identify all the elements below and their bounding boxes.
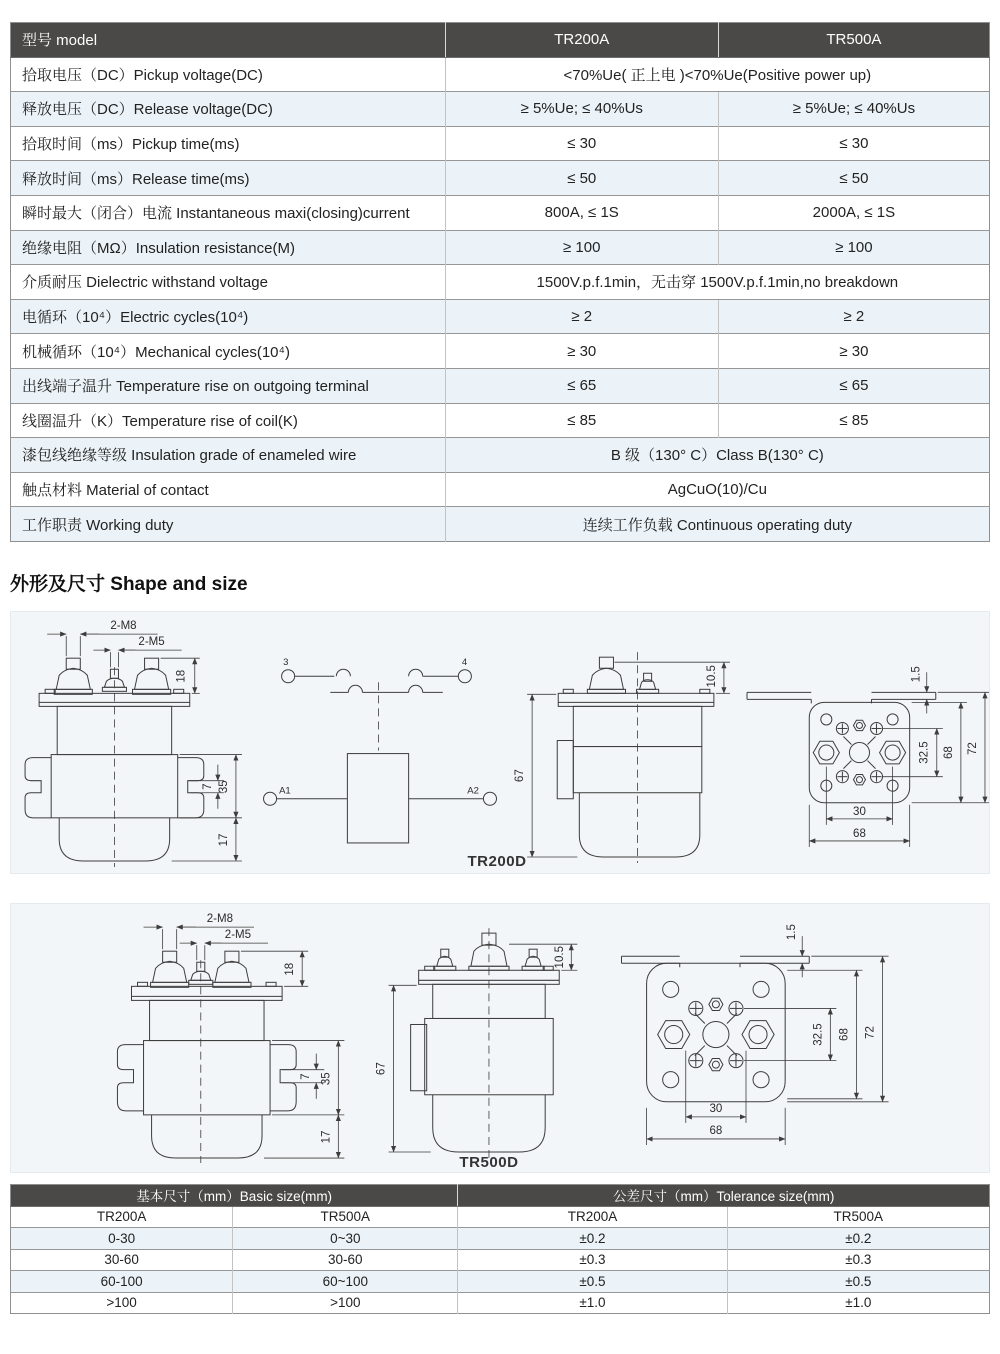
spec-row	[11, 265, 990, 300]
spec-header-tr200a: TR200A	[445, 23, 718, 58]
spec-header-model: 型号 model	[11, 23, 446, 58]
spec-row-value-tr500a: ≤ 65	[718, 368, 989, 403]
spec-row-value-span: 1500V.p.f.1min，无击穿 1500V.p.f.1min,no breakdown	[445, 265, 989, 300]
size-cell: >100	[11, 1292, 233, 1314]
dim-label: 18	[284, 962, 297, 976]
size-cell: ±0.3	[727, 1249, 989, 1271]
dim-label: 35	[320, 1072, 333, 1086]
size-cell: ±1.0	[727, 1292, 989, 1314]
size-group-header-row	[11, 1185, 990, 1207]
size-cell: 30-60	[11, 1249, 233, 1271]
spec-row-value-tr200a: ≤ 30	[445, 126, 718, 161]
dim-label: 72	[864, 1026, 877, 1039]
spec-row-label: 工作职责 Working duty	[11, 507, 446, 542]
tr200d-panel	[10, 611, 990, 874]
spec-row-label: 绝缘电阻（MΩ）Insulation resistance(M)	[11, 230, 446, 265]
dim-label: 32.5	[812, 1023, 825, 1046]
tr500d-panel	[10, 903, 990, 1173]
spec-row-value-tr500a: ≤ 30	[718, 126, 989, 161]
spec-row-label: 释放时间（ms）Release time(ms)	[11, 161, 446, 196]
dim-label: 68	[709, 1124, 723, 1137]
spec-row-label: 介质耐压 Dielectric withstand voltage	[11, 265, 446, 300]
spec-row	[11, 507, 990, 542]
spec-row	[11, 403, 990, 438]
size-cell: ±0.5	[458, 1271, 727, 1293]
spec-row-value-span: AgCuO(10)/Cu	[445, 472, 989, 507]
dim-label: 67	[514, 769, 527, 782]
drawing-label-tr500d: TR500D	[459, 1154, 519, 1172]
tr500d-mounting-view	[621, 924, 888, 1145]
spec-row-value-tr200a: ≤ 50	[445, 161, 718, 196]
dim-label: 1.5	[910, 666, 923, 683]
size-row	[11, 1228, 990, 1250]
spec-row	[11, 161, 990, 196]
size-group-header-basic: 基本尺寸（mm）Basic size(mm)	[11, 1185, 458, 1207]
dim-label: 2-M5	[138, 636, 165, 649]
dim-label: 2-M5	[224, 929, 252, 942]
size-row	[11, 1249, 990, 1271]
spec-row-value-tr500a: ≥ 5%Ue; ≤ 40%Us	[718, 92, 989, 127]
size-cell: 30-60	[233, 1249, 458, 1271]
dim-label: 18	[175, 669, 188, 683]
size-cell: ±0.3	[458, 1249, 727, 1271]
size-cell: ±0.2	[727, 1228, 989, 1250]
spec-row	[11, 299, 990, 334]
size-cell: ±1.0	[458, 1292, 727, 1314]
dim-label: 35	[217, 780, 230, 794]
spec-row-value-tr200a: ≥ 2	[445, 299, 718, 334]
coil-terminal-label: A2	[467, 785, 479, 797]
spec-row-label: 释放电压（DC）Release voltage(DC)	[11, 92, 446, 127]
size-cell: 0~30	[233, 1228, 458, 1250]
spec-row-value-tr200a: ≥ 5%Ue; ≤ 40%Us	[445, 92, 718, 127]
spec-row-label: 电循环（10⁴）Electric cycles(10⁴)	[11, 299, 446, 334]
dim-label: 10.5	[705, 664, 718, 688]
dim-label: 67	[375, 1062, 388, 1076]
dim-label: 10.5	[554, 945, 567, 969]
section-title-shape-and-size: 外形及尺寸 Shape and size	[10, 573, 248, 595]
spec-row-value-span: 连续工作负载 Continuous operating duty	[445, 507, 989, 542]
dim-label: 30	[853, 805, 866, 818]
spec-row	[11, 92, 990, 127]
terminal-label: 3	[283, 657, 289, 669]
size-cell: ±0.2	[458, 1228, 727, 1250]
dim-label: 68	[838, 1028, 851, 1041]
dim-label: 7	[201, 783, 214, 790]
size-subheader-cell: TR200A	[458, 1206, 727, 1228]
dim-label: 68	[942, 746, 955, 759]
tr500d-front-view	[376, 928, 578, 1171]
spec-row-value-tr500a: ≥ 30	[718, 334, 989, 369]
size-row	[11, 1292, 990, 1314]
terminal-label: 4	[461, 657, 468, 669]
spec-row-label: 出线端子温升 Temperature rise on outgoing terminal	[11, 368, 446, 403]
spec-row-value-tr200a: ≥ 100	[445, 230, 718, 265]
dim-label: 32.5	[918, 741, 931, 764]
tr200d-drawing	[11, 612, 989, 873]
size-group-header-tolerance: 公差尺寸（mm）Tolerance size(mm)	[458, 1185, 990, 1207]
spec-row-value-tr200a: 800A, ≤ 1S	[445, 195, 718, 230]
spec-row	[11, 472, 990, 507]
size-subheader-cell: TR200A	[11, 1206, 233, 1228]
dim-label: 2-M8	[110, 619, 137, 632]
size-cell: 60-100	[11, 1271, 233, 1293]
spec-row-value-tr500a: 2000A, ≤ 1S	[718, 195, 989, 230]
spec-row	[11, 368, 990, 403]
tr200d-mounting-view	[747, 666, 989, 847]
spec-row	[11, 334, 990, 369]
drawing-label-tr200d: TR200D	[467, 852, 527, 870]
tr200d-side-view	[25, 620, 242, 867]
size-subheader-cell: TR500A	[233, 1206, 458, 1228]
spec-row-label: 机械循环（10⁴）Mechanical cycles(10⁴)	[11, 334, 446, 369]
size-cell: 0-30	[11, 1228, 233, 1250]
dim-label: 17	[320, 1130, 333, 1144]
dim-label: 1.5	[786, 924, 799, 941]
size-cell: ±0.5	[727, 1271, 989, 1293]
size-row	[11, 1271, 990, 1293]
spec-row-label: 漆包线绝缘等级 Insulation grade of enameled wire	[11, 438, 446, 473]
dim-label: 17	[217, 833, 230, 847]
dim-label: 72	[966, 742, 979, 755]
size-subheader-cell: TR500A	[727, 1206, 989, 1228]
size-subheader-row	[11, 1206, 990, 1228]
spec-row-label: 瞬时最大（闭合）电流 Instantaneous maxi(closing)current	[11, 195, 446, 230]
spec-row-label: 拾取电压（DC）Pickup voltage(DC)	[11, 57, 446, 92]
spec-row	[11, 230, 990, 265]
spec-row-value-tr500a: ≤ 50	[718, 161, 989, 196]
spec-row	[11, 438, 990, 473]
coil-terminal-label: A1	[279, 785, 291, 797]
size-tolerance-table	[10, 1184, 990, 1314]
size-cell: 60~100	[233, 1271, 458, 1293]
dim-label: 30	[709, 1102, 723, 1115]
spec-table	[10, 22, 990, 542]
spec-row	[11, 195, 990, 230]
dim-label: 68	[853, 827, 866, 840]
spec-row-value-span: B 级（130° C）Class B(130° C)	[445, 438, 989, 473]
spec-row-label: 线圈温升（K）Temperature rise of coil(K)	[11, 403, 446, 438]
spec-row-label: 触点材料 Material of contact	[11, 472, 446, 507]
spec-header-tr500a: TR500A	[718, 23, 989, 58]
dim-label: 2-M8	[206, 913, 233, 926]
tr500d-drawing	[11, 904, 989, 1172]
spec-row-value-tr200a: ≥ 30	[445, 334, 718, 369]
spec-row	[11, 57, 990, 92]
dim-label: 7	[300, 1073, 313, 1080]
spec-row-label: 拾取时间（ms）Pickup time(ms)	[11, 126, 446, 161]
spec-row	[11, 126, 990, 161]
tr500d-side-view	[117, 913, 344, 1163]
size-cell: >100	[233, 1292, 458, 1314]
spec-header-row	[11, 23, 990, 58]
tr200d-circuit-schematic	[264, 657, 527, 870]
spec-row-value-tr500a: ≤ 85	[718, 403, 989, 438]
tr200d-front-view	[514, 652, 730, 863]
spec-row-value-tr500a: ≥ 2	[718, 299, 989, 334]
spec-row-value-span: <70%Ue( 正上电 )<70%Ue(Positive power up)	[445, 57, 989, 92]
spec-row-value-tr200a: ≤ 65	[445, 368, 718, 403]
spec-row-value-tr200a: ≤ 85	[445, 403, 718, 438]
spec-row-value-tr500a: ≥ 100	[718, 230, 989, 265]
